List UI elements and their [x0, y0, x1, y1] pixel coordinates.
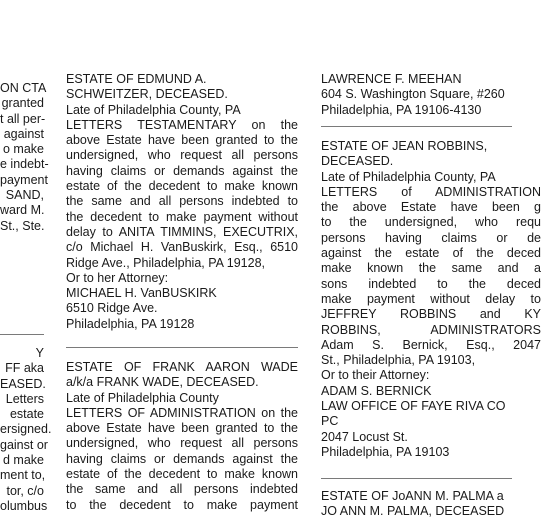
text-line: 6510 Ridge Ave.: [66, 301, 158, 316]
text-line: Or to their Attorney:: [321, 368, 430, 383]
text-line: Or to her Attorney:: [66, 270, 169, 285]
text-line: Late of Philadelphia County, PA: [321, 169, 496, 184]
text-line: t all per-: [0, 111, 46, 126]
text-line: above Estate have been granted to the: [66, 133, 298, 148]
text-line: Late of Philadelphia County, PA: [66, 102, 241, 117]
estate-notice-schweitzer: [66, 72, 298, 332]
text-line: a/k/a FRANK WADE, DECEASED.: [66, 375, 259, 390]
text-line: estate: [9, 407, 44, 422]
text-line: 604 S. Washington Square, #260: [321, 87, 505, 102]
text-line: payment: [0, 172, 48, 187]
text-line: against: [3, 126, 44, 141]
text-line: the above Estate have been g: [321, 200, 541, 215]
text-line: granted: [1, 96, 44, 111]
right-column-divider-2: [321, 478, 512, 479]
estate-notice-palma: [321, 489, 541, 520]
right-column: [321, 0, 541, 519]
text-line: DECEASED.: [321, 154, 394, 169]
text-line: LAWRENCE F. MEEHAN: [321, 72, 462, 86]
text-line: estate of the decedent to make known: [66, 467, 298, 482]
text-line: Philadelphia, PA 19106-4130: [321, 102, 482, 117]
attorney-meehan-address: [321, 72, 541, 118]
text-line: make known the same and a: [321, 261, 541, 276]
left-column-divider: [0, 334, 44, 335]
text-line: LETTERS TESTAMENTARY on the: [66, 117, 298, 132]
text-line: persons having claims or de: [321, 230, 541, 245]
estate-notice-robbins: [321, 139, 541, 460]
text-line: Late of Philadelphia County: [66, 390, 219, 405]
estate-notice-wade: [66, 360, 298, 513]
text-line: e indebt-: [0, 157, 49, 172]
text-line: PC: [321, 414, 339, 429]
text-line: c/o Michael H. VanBuskirk, Esq., 6510: [66, 240, 298, 255]
middle-column-divider: [66, 347, 298, 348]
text-line: the same and all persons indebted: [66, 482, 298, 497]
text-line: FF aka: [5, 361, 44, 376]
text-line: olumbus: [0, 498, 48, 513]
text-line: Philadelphia, PA 19103: [321, 444, 450, 459]
left-notice-fragment-bottom: [0, 346, 52, 514]
text-line: ESTATE OF JoANN M. PALMA a: [321, 489, 504, 503]
text-line: tor, c/o: [6, 483, 44, 498]
text-line: undersigned, who request all persons: [66, 148, 298, 163]
text-line: Letters: [5, 391, 44, 406]
text-line: ESTATE OF JEAN ROBBINS,: [321, 139, 488, 153]
text-line: ROBBINS, ADMINISTRATORS: [321, 322, 541, 337]
text-line: Philadelphia, PA 19128: [66, 316, 195, 331]
text-line: Ridge Ave., Philadelphia, PA 19128,: [66, 255, 265, 270]
text-line: SAND,: [5, 188, 44, 203]
text-line: gainst or: [0, 437, 48, 452]
text-line: the decedent to make payment without: [66, 209, 298, 224]
middle-column: [66, 0, 298, 512]
text-line: JO ANN M. PALMA, DECEASED: [321, 504, 505, 519]
right-column-divider-1: [321, 126, 512, 127]
text-line: St., Philadelphia, PA 19103,: [321, 353, 476, 368]
left-column-fragment: [0, 0, 52, 513]
text-line: ADAM S. BERNICK: [321, 383, 432, 398]
text-line: against the estate of the deced: [321, 246, 541, 261]
text-line: ESTATE OF FRANK AARON WADE: [66, 360, 298, 374]
text-line: MICHAEL H. VanBUSKIRK: [66, 286, 217, 301]
text-line: LETTERS OF ADMINISTRATION on the: [66, 405, 298, 420]
text-line: ON CTA: [0, 81, 47, 95]
text-line: make payment without delay to: [321, 291, 541, 306]
text-line: St., Ste.: [0, 218, 45, 233]
text-line: ment to,: [0, 468, 46, 483]
text-line: o make: [3, 142, 44, 157]
text-line: above Estate have been granted to the: [66, 421, 298, 436]
text-line: to the decedent to make payment: [66, 497, 298, 512]
text-line: undersigned, who request all persons: [66, 436, 298, 451]
left-notice-fragment-top: [0, 81, 49, 234]
text-line: Y: [35, 346, 44, 360]
text-line: estate of the decedent to make known: [66, 179, 298, 194]
text-line: ESTATE OF EDMUND A.: [66, 72, 207, 86]
text-line: SCHWEITZER, DECEASED.: [66, 87, 228, 102]
text-line: sons indebted to the deced: [321, 276, 541, 291]
text-line: delay to ANITA TIMMINS, EXECUTRIX,: [66, 224, 298, 239]
text-line: ward M.: [0, 203, 45, 218]
text-line: EASED.: [0, 376, 46, 391]
text-line: JEFFREY ROBBINS and KY: [321, 307, 541, 322]
text-line: LETTERS of ADMINISTRATION: [321, 184, 541, 199]
text-line: d make: [3, 453, 44, 468]
text-line: Adam S. Bernick, Esq., 2047: [321, 337, 541, 352]
text-line: to the undersigned, who requ: [321, 215, 541, 230]
text-line: the same and all persons indebted to: [66, 194, 298, 209]
text-line: ersigned.: [0, 422, 52, 437]
text-line: 2047 Locust St.: [321, 429, 408, 444]
text-line: having claims or demands against the: [66, 163, 298, 178]
text-line: having claims or demands against the: [66, 451, 298, 466]
text-line: LAW OFFICE OF FAYE RIVA CO: [321, 399, 506, 414]
